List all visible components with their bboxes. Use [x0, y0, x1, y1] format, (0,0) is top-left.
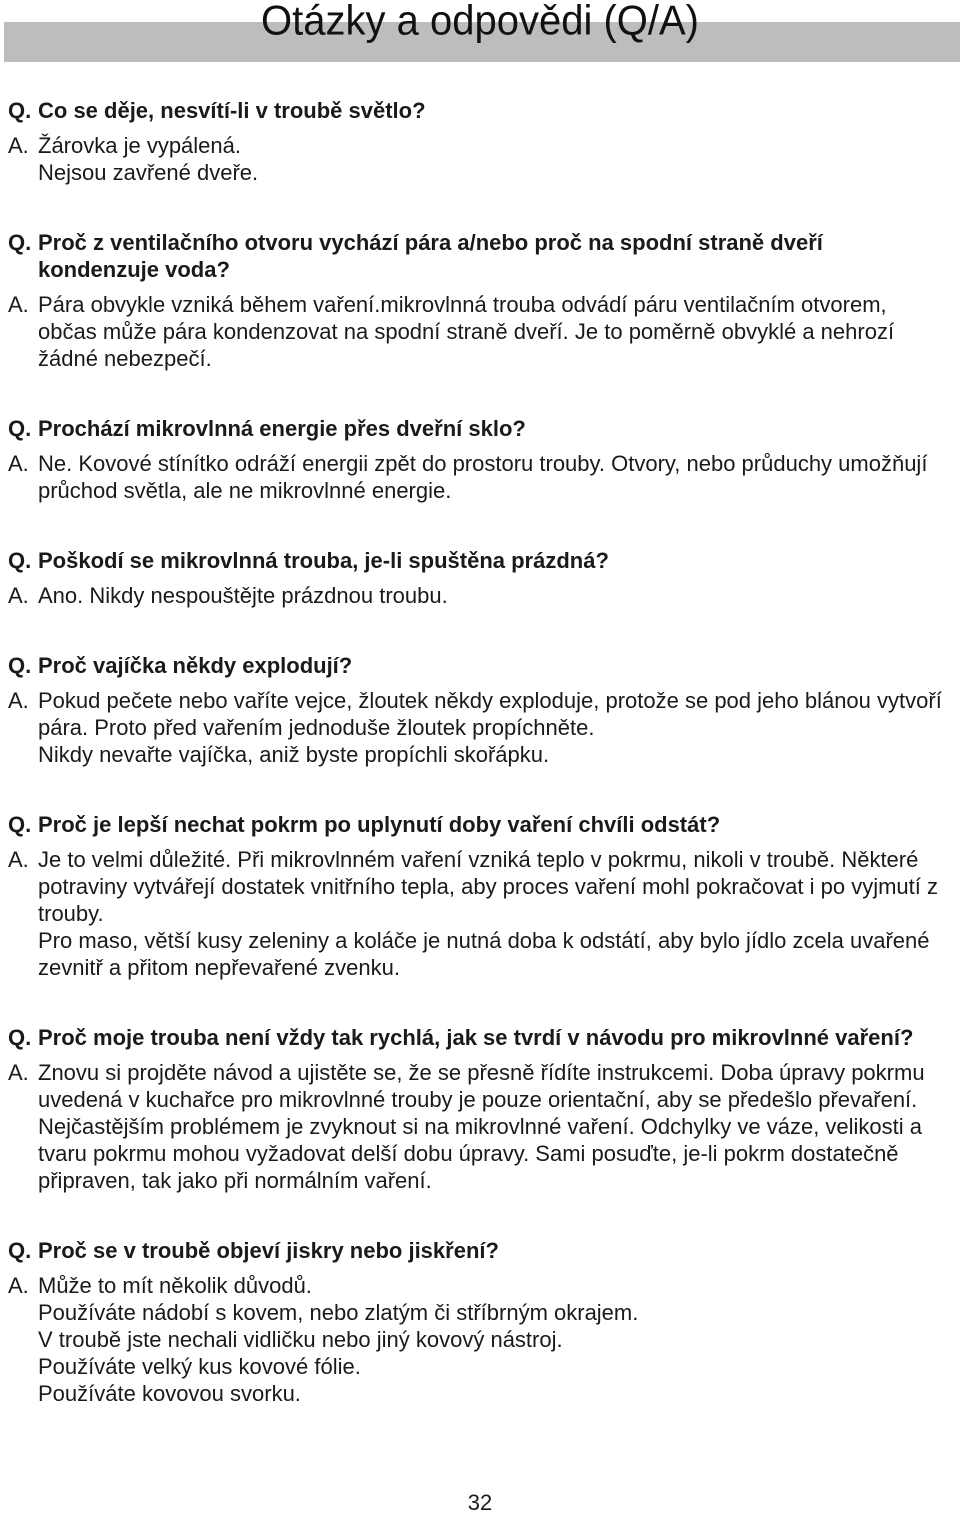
qa-item [8, 547, 948, 609]
qa-item [8, 415, 948, 504]
answer-row [8, 687, 948, 768]
answer-prefix: A. [8, 133, 29, 158]
question-row [8, 1237, 948, 1264]
answer-line: Pára obvykle vzniká během vaření.mikrovlnná trouba odvádí páru ventilačním otvorem, občas může pára kondenzovat na spodní straně dveří. Je to poměrně obvyklé a nehrozí žádné nebezpečí. [38, 292, 895, 371]
qa-item [8, 1024, 948, 1194]
question-text: Prochází mikrovlnná energie přes dveřní sklo? [38, 416, 526, 441]
question-prefix: Q. [8, 1238, 32, 1263]
answer-prefix: A. [8, 451, 29, 476]
answer-row [8, 1272, 948, 1407]
answer-prefix: A. [8, 847, 29, 872]
question-row [8, 415, 948, 442]
qa-list [8, 97, 948, 1407]
answer-prefix: A. [8, 1060, 29, 1085]
question-prefix: Q. [8, 98, 32, 123]
answer-row [8, 846, 948, 981]
question-text: Proč vajíčka někdy explodují? [38, 653, 353, 678]
qa-item [8, 229, 948, 372]
answer-prefix: A. [8, 1273, 29, 1298]
qa-item [8, 811, 948, 981]
question-row [8, 229, 948, 283]
answer-line: Nikdy nevařte vajíčka, aniž byste propíchli skořápku. [38, 742, 550, 767]
question-prefix: Q. [8, 548, 32, 573]
answer-prefix: A. [8, 292, 29, 317]
answer-row [8, 1059, 948, 1194]
answer-text [38, 450, 948, 504]
question-row [8, 547, 948, 574]
answer-text [38, 687, 948, 768]
question-row [8, 97, 948, 124]
answer-row [8, 450, 948, 504]
qa-item [8, 97, 948, 186]
qa-item [8, 1237, 948, 1407]
answer-line: Ano. Nikdy nespouštějte prázdnou troubu. [38, 583, 448, 608]
question-text: Proč se v troubě objeví jiskry nebo jiskření? [38, 1238, 499, 1263]
answer-text [38, 1059, 948, 1194]
question-row [8, 1024, 948, 1051]
question-text: Poškodí se mikrovlnná trouba, je-li spuštěna prázdná? [38, 548, 609, 573]
answer-text [38, 846, 948, 981]
answer-row [8, 582, 948, 609]
qa-item [8, 652, 948, 768]
answer-text [38, 1272, 948, 1407]
answer-line: V troubě jste nechali vidličku nebo jiný kovový nástroj. [38, 1327, 563, 1352]
answer-line: Znovu si projděte návod a ujistěte se, že se přesně řídíte instrukcemi. Doba úpravy pokrmu uvedená v kuchařce pro mikrovlnné trouby je pouze orientační, aby se předešlo převaření. Nejčastějším problémem je zvyknout si na mikrovlnné vaření. Odchylky ve váze, velikosti a tvaru pokrmu mohou vyžadovat delší dobu úpravy. Sami posuďte, je-li pokrm dostatečně připraven, tak jako při normálním vaření. [38, 1060, 925, 1193]
answer-line: Pro maso, větší kusy zeleniny a koláče je nutná doba k odstátí, aby bylo jídlo zcela uvařené zevnitř a přitom nepřevařené zvenku. [38, 928, 930, 980]
answer-line: Používáte nádobí s kovem, nebo zlatým či stříbrným okrajem. [38, 1300, 639, 1325]
answer-line: Žárovka je vypálená. [38, 133, 241, 158]
question-text: Co se děje, nesvítí-li v troubě světlo? [38, 98, 426, 123]
question-prefix: Q. [8, 230, 32, 255]
question-prefix: Q. [8, 416, 32, 441]
question-text: Proč moje trouba není vždy tak rychlá, jak se tvrdí v návodu pro mikrovlnné vaření? [38, 1025, 914, 1050]
answer-line: Používáte kovovou svorku. [38, 1381, 301, 1406]
answer-row [8, 132, 948, 186]
answer-row [8, 291, 948, 372]
question-row [8, 652, 948, 679]
question-prefix: Q. [8, 653, 32, 678]
question-text: Proč z ventilačního otvoru vychází pára a/nebo proč na spodní straně dveří kondenzuje voda? [38, 230, 823, 282]
answer-prefix: A. [8, 688, 29, 713]
answer-text [38, 291, 948, 372]
answer-line: Ne. Kovové stínítko odráží energii zpět do prostoru trouby. Otvory, nebo průduchy umožňují průchod světla, ale ne mikrovlnné energie. [38, 451, 928, 503]
question-prefix: Q. [8, 812, 32, 837]
page-title: Otázky a odpovědi (Q/A) [261, 0, 699, 44]
page-number: 32 [467, 1490, 493, 1515]
question-row [8, 811, 948, 838]
answer-line: Je to velmi důležité. Při mikrovlnném vaření vzniká teplo v pokrmu, nikoli v troubě. Některé potraviny vytvářejí dostatek vnitřního tepla, aby proces vaření mohl pokračovat i po vyjmutí z trouby. [38, 847, 938, 926]
answer-prefix: A. [8, 583, 29, 608]
question-text: Proč je lepší nechat pokrm po uplynutí doby vaření chvíli odstát? [38, 812, 721, 837]
answer-line: Pokud pečete nebo vaříte vejce, žloutek někdy exploduje, protože se pod jeho blánou vytvoří pára. Proto před vařením jednoduše žloutek propíchněte. [38, 688, 942, 740]
answer-line: Používáte velký kus kovové fólie. [38, 1354, 361, 1379]
answer-line: Nejsou zavřené dveře. [38, 160, 259, 185]
question-prefix: Q. [8, 1025, 32, 1050]
answer-line: Může to mít několik důvodů. [38, 1273, 312, 1298]
answer-text [38, 582, 948, 609]
answer-text [38, 132, 948, 186]
